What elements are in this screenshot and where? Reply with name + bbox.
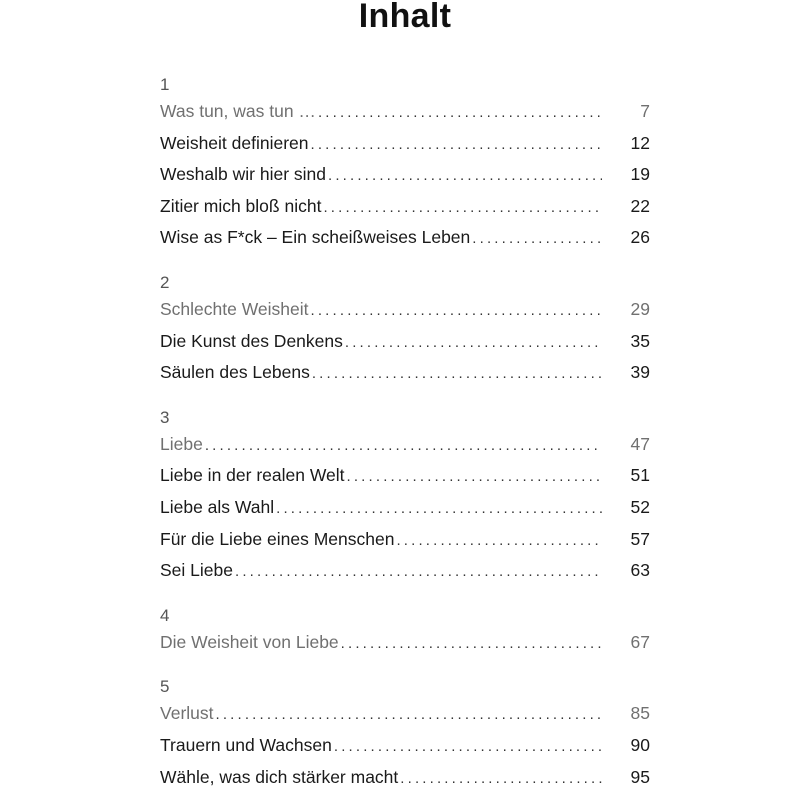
dot-leader (318, 97, 602, 129)
entry-title: Wähle, was dich stärker macht (160, 766, 399, 787)
dot-leader (396, 525, 602, 557)
page-title: Inhalt (358, 0, 452, 35)
toc-entry[interactable] (160, 492, 650, 524)
dot-leader (334, 731, 602, 763)
toc-entry[interactable] (160, 222, 650, 254)
dot-leader (328, 160, 602, 192)
entry-title: Für die Liebe eines Menschen (160, 528, 395, 549)
page-number: 52 (630, 496, 650, 517)
page-number: 7 (640, 101, 650, 121)
page-number: 63 (630, 560, 650, 581)
page-number: 85 (630, 703, 650, 724)
table-of-contents (160, 74, 650, 811)
dot-leader (347, 461, 602, 493)
entry-title: Zitier mich bloß nicht (160, 195, 322, 216)
toc-entry[interactable] (160, 128, 650, 160)
dot-leader (323, 192, 602, 224)
toc-chapter-entry[interactable] (160, 429, 650, 461)
entry-title: Die Weisheit von Liebe (160, 631, 339, 652)
dot-leader (235, 556, 602, 588)
page-number: 57 (630, 528, 650, 549)
dot-leader (345, 327, 602, 359)
entry-title: Schlechte Weisheit (160, 298, 309, 319)
section-number: 2 (160, 272, 170, 292)
dot-leader (276, 493, 602, 525)
dot-leader (216, 699, 603, 731)
page-number: 51 (630, 465, 650, 486)
toc-entry[interactable] (160, 357, 650, 389)
section-number: 5 (160, 677, 170, 697)
toc-chapter-entry[interactable] (160, 698, 650, 730)
dot-leader (205, 430, 602, 462)
toc-entry[interactable] (160, 159, 650, 191)
dot-leader (311, 129, 602, 161)
toc-entry[interactable] (160, 555, 650, 587)
page-number: 22 (630, 195, 650, 216)
toc-entry[interactable] (160, 730, 650, 762)
dot-leader (311, 295, 602, 327)
page-number: 95 (630, 766, 650, 787)
entry-title: Was tun, was tun … (160, 101, 316, 121)
entry-title: Weshalb wir hier sind (160, 164, 326, 185)
entry-title: Verlust (160, 703, 214, 724)
page-number: 29 (630, 298, 650, 319)
page-number: 90 (630, 734, 650, 755)
toc-entry[interactable] (160, 762, 650, 794)
entry-title: Weisheit definieren (160, 132, 309, 153)
toc-section (160, 676, 650, 793)
dot-leader (400, 763, 602, 795)
toc-entry[interactable] (160, 460, 650, 492)
toc-chapter-entry[interactable] (160, 627, 650, 659)
dot-leader (312, 358, 602, 390)
page-number: 39 (630, 362, 650, 383)
page-number: 19 (630, 164, 650, 185)
section-number: 4 (160, 605, 170, 625)
entry-title: Die Kunst des Denkens (160, 330, 343, 351)
section-number: 1 (160, 75, 170, 94)
entry-title: Wise as F*ck – Ein scheißweises Leben (160, 227, 471, 248)
page-number: 12 (630, 132, 650, 153)
page-number: 35 (630, 330, 650, 351)
entry-title: Liebe in der realen Welt (160, 465, 345, 486)
page-number: 47 (630, 433, 650, 454)
toc-chapter-entry[interactable] (160, 96, 650, 128)
toc-section (160, 407, 650, 587)
section-number: 3 (160, 407, 170, 427)
toc-section (160, 605, 650, 659)
toc-section (160, 74, 650, 254)
toc-section (160, 272, 650, 389)
entry-title: Liebe als Wahl (160, 496, 275, 517)
toc-entry[interactable] (160, 191, 650, 223)
page-number: 67 (630, 631, 650, 652)
entry-title: Sei Liebe (160, 560, 233, 581)
entry-title: Säulen des Lebens (160, 362, 310, 383)
entry-title: Trauern und Wachsen (160, 734, 332, 755)
entry-title: Liebe (160, 433, 203, 454)
toc-entry[interactable] (160, 326, 650, 358)
toc-entry[interactable] (160, 524, 650, 556)
page-number: 26 (630, 227, 650, 248)
toc-chapter-entry[interactable] (160, 294, 650, 326)
dot-leader (472, 223, 602, 255)
dot-leader (341, 628, 602, 660)
